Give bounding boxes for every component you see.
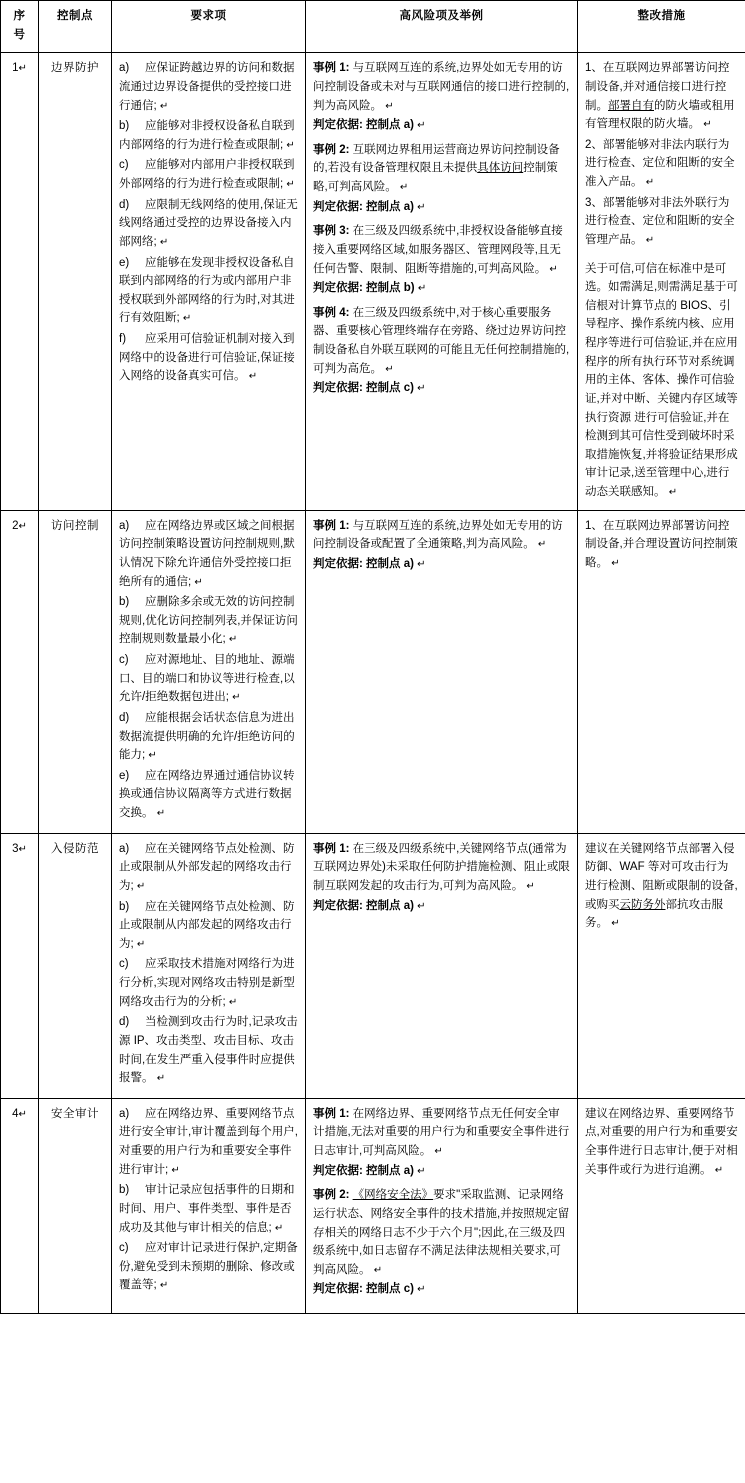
risk-basis-label: 判定依据: — [313, 119, 363, 132]
risk-basis: 判定依据: 控制点 c) ↵ — [313, 382, 426, 395]
requirement-text: 应对审计记录进行保护,定期备份,避免受到未预期的删除、修改或覆盖等; — [119, 1242, 298, 1292]
requirement-item: e) 应在网络边界通过通信协议转换或通信协议隔离等方式进行数据交换。 ↵ — [119, 767, 298, 823]
table-header-row — [1, 1, 745, 53]
requirement-text: 当检测到攻击行为时,记录攻击源 IP、攻击类型、攻击目标、攻击时间,在发生严重入侵事件时应提供报警。 — [119, 1016, 298, 1085]
cell-control-point: 入侵防范 — [39, 833, 112, 1098]
risk-case-text: 事例 1: 在三级及四级系统中,关键网络节点(通常为互联网边界处)未采取任何防护措施检测、阻止或限制互联网发起的攻击行为,可判为高风险。 ↵ — [313, 842, 570, 892]
requirement-item: c) 应能够对内部用户非授权联到外部网络的行为进行检查或限制; ↵ — [119, 156, 298, 193]
header-remediation: 整改措施 — [578, 1, 745, 53]
risk-case-label: 事例 3: — [313, 225, 350, 238]
remediation-note: 关于可信,可信在标准中是可选。如需满足,则需满足基于可信根对计算节点的 BIOS、引导程序、操作系统内核、应用程序等进行可信验证,并在应用程序的所有执行环节对系统调用的主体、客体、操作可信验证,并对中断、关键内存区域等执行资源 进行可信验证,并在检测到其可信性受到破坏时采取措施恢复,并将验证结果形成审计记录,送至管理中心,进行动态关联感知。 ↵ — [585, 262, 738, 498]
requirement-label: f) — [119, 333, 127, 345]
cell-remediation — [578, 510, 745, 833]
requirement-text: 应在网络边界或区域之间根据访问控制策略设置访问控制规则,默认情况下除允许通信外受控接口拒绝所有的通信; — [119, 519, 295, 588]
cell-requirement-list — [112, 1098, 306, 1313]
requirement-item: b) 应在关键网络节点处检测、防止或限制从内部发起的网络攻击行为; ↵ — [119, 898, 298, 954]
remediation-item: 建议在关键网络节点部署入侵防御、WAF 等对可攻击行为进行检测、阻断或限制的设备,或购买云防务外部抗攻击服务。 ↵ — [585, 842, 738, 930]
risk-basis: 判定依据: 控制点 a) ↵ — [313, 119, 426, 132]
risk-basis-label: 判定依据: — [313, 1164, 363, 1177]
requirement-text: 应在网络边界、重要网络节点进行安全审计,审计覆盖到每个用户,对重要的用户行为和重要安全事件进行审计; — [119, 1107, 298, 1176]
requirement-text: 应在关键网络节点处检测、防止或限制从外部发起的网络攻击行为; — [119, 842, 295, 892]
requirement-item: c) 应对审计记录进行保护,定期备份,避免受到未预期的删除、修改或覆盖等; ↵ — [119, 1239, 298, 1295]
requirement-text: 应能够在发现非授权设备私自联到内部网络的行为或内部用户非授权联到外部网络的行为时,对其进行有效阻断; — [119, 256, 295, 325]
requirement-label: e) — [119, 769, 130, 782]
cell-remediation — [578, 1098, 745, 1313]
risk-case-label: 事例 2: — [313, 1189, 350, 1202]
cell-serial-number: 2↵ — [1, 510, 39, 833]
requirement-label: b) — [119, 1184, 130, 1197]
risk-basis: 判定依据: 控制点 b) ↵ — [313, 282, 427, 295]
risk-case-text: 事例 1: 与互联网互连的系统,边界处如无专用的访问控制设备或配置了全通策略,判为高风险。 ↵ — [313, 519, 563, 551]
cell-serial-number: 4↵ — [1, 1098, 39, 1313]
cell-requirement-list — [112, 510, 306, 833]
requirement-label: a) — [119, 62, 130, 75]
risk-case-text: 事例 3: 在三级及四级系统中,非授权设备能够直接接入重要网络区域,如服务器区、管理网段等,且无任何告警、限制、阻断等措施的,可判高风险。 ↵ — [313, 225, 563, 275]
requirement-item: d) 应限制无线网络的使用,保证无线网络通过受控的边界设备接入内部网络; ↵ — [119, 196, 298, 252]
cell-serial-number: 3↵ — [1, 833, 39, 1098]
risk-basis: 判定依据: 控制点 c) ↵ — [313, 1283, 426, 1296]
risk-case-label: 事例 1: — [313, 62, 350, 75]
risk-case-text: 事例 1: 与互联网互连的系统,边界处如无专用的访问控制设备或未对与互联网通信的接口进行控制的,判为高风险。 ↵ — [313, 62, 570, 112]
risk-case-text: 事例 2: 互联网边界租用运营商边界访问控制设备的,若没有设备管理权限且未提供具体访问控制策略,可判高风险。 ↵ — [313, 143, 560, 193]
remediation-item: 3、部署能够对非法外联行为进行检查、定位和阻断的安全管理产品。 ↵ — [585, 196, 735, 246]
requirement-label: a) — [119, 842, 130, 855]
header-control-point: 控制点 — [39, 1, 112, 53]
table-row — [1, 510, 745, 833]
risk-basis: 判定依据: 控制点 a) ↵ — [313, 200, 426, 213]
remediation-item: 1、在互联网边界部署访问控制设备,并对通信接口进行控制。部署自有的防火墙或租用有管理权限的防火墙。 ↵ — [585, 62, 735, 131]
remediation-item: 建议在网络边界、重要网络节点,对重要的用户行为和重要安全事件进行日志审计,便于对相关事件或行为进行追溯。 ↵ — [585, 1107, 738, 1176]
requirement-item: a) 应在网络边界或区域之间根据访问控制策略设置访问控制规则,默认情况下除允许通信外受控接口拒绝所有的通信; ↵ — [119, 517, 298, 592]
cell-requirement-list — [112, 53, 306, 510]
risk-basis-value: 控制点 b) — [366, 282, 415, 295]
risk-basis-label: 判定依据: — [313, 557, 363, 570]
requirement-text: 应采取技术措施对网络行为进行分析,实现对网络攻击特别是新型网络攻击行为的分析; — [119, 958, 295, 1008]
requirement-label: e) — [119, 256, 130, 269]
requirement-text: 应保证跨越边界的访问和数据流通过边界设备提供的受控接口进行通信; — [119, 62, 295, 112]
requirement-item: a) 应在关键网络节点处检测、防止或限制从外部发起的网络攻击行为; ↵ — [119, 840, 298, 896]
requirement-item: d) 当检测到攻击行为时,记录攻击源 IP、攻击类型、攻击目标、攻击时间,在发生严重入侵事件时应提供报警。 ↵ — [119, 1013, 298, 1088]
cell-high-risk-examples — [306, 510, 578, 833]
cell-high-risk-examples — [306, 833, 578, 1098]
requirement-text: 应能够对内部用户非授权联到外部网络的行为进行检查或限制; — [119, 159, 295, 190]
requirement-item: c) 应对源地址、目的地址、源端口、目的端口和协议等进行检查,以允许/拒绝数据包进出; ↵ — [119, 651, 298, 707]
risk-case-text: 事例 2: 《网络安全法》要求"采取监测、记录网络运行状态、网络安全事件的技术措施,并按照规定留存相关的网络日志不少于六个月";因此,在三级及四级系统中,如日志留存不满足法律法规相关要求,可判高风险。 ↵ — [313, 1189, 570, 1276]
risk-example — [313, 517, 570, 574]
requirement-label: a) — [119, 519, 130, 532]
cell-remediation — [578, 53, 745, 510]
risk-basis: 判定依据: 控制点 a) ↵ — [313, 557, 426, 570]
risk-basis-value: 控制点 a) — [366, 557, 414, 570]
remediation-item: 2、部署能够对非法内联行为进行检查、定位和阻断的安全准入产品。 ↵ — [585, 138, 735, 188]
requirement-text: 应能够对非授权设备私自联到内部网络的行为进行检查或限制; — [119, 120, 295, 151]
risk-case-label: 事例 1: — [313, 842, 350, 855]
header-serial-number: 序号 — [1, 1, 39, 53]
risk-example — [313, 222, 570, 298]
requirement-label: c) — [119, 1242, 129, 1255]
remediation-item: 1、在互联网边界部署访问控制设备,并合理设置访问控制策略。 ↵ — [585, 519, 738, 569]
risk-basis-label: 判定依据: — [313, 200, 363, 213]
requirement-text: 应在网络边界通过通信协议转换或通信协议隔离等方式进行数据交换。 — [119, 769, 295, 819]
risk-case-text: 事例 1: 在网络边界、重要网络节点无任何安全审计措施,无法对重要的用户行为和重要安全事件进行日志审计,可判高风险。 ↵ — [313, 1107, 570, 1157]
risk-example — [313, 840, 570, 916]
table-row — [1, 1098, 745, 1313]
requirement-label: a) — [119, 1107, 130, 1120]
table-row — [1, 53, 745, 510]
requirement-item: b) 审计记录应包括事件的日期和时间、用户、事件类型、事件是否成功及其他与审计相关的信息; ↵ — [119, 1181, 298, 1237]
requirement-item: d) 应能根据会话状态信息为进出数据流提供明确的允许/拒绝访问的能力; ↵ — [119, 709, 298, 765]
risk-case-label: 事例 1: — [313, 519, 350, 532]
risk-basis: 判定依据: 控制点 a) ↵ — [313, 899, 426, 912]
requirement-item: c) 应采取技术措施对网络行为进行分析,实现对网络攻击特别是新型网络攻击行为的分析; ↵ — [119, 955, 298, 1011]
risk-basis-label: 判定依据: — [313, 1283, 363, 1296]
header-high-risk: 高风险项及举例 — [306, 1, 578, 53]
cell-control-point: 安全审计 — [39, 1098, 112, 1313]
requirement-label: d) — [119, 1016, 130, 1029]
risk-case-label: 事例 4: — [313, 306, 350, 319]
risk-basis-label: 判定依据: — [313, 382, 363, 395]
requirement-label: b) — [119, 900, 130, 913]
requirement-text: 应能根据会话状态信息为进出数据流提供明确的允许/拒绝访问的能力; — [119, 711, 295, 762]
risk-example — [313, 1105, 570, 1181]
requirement-item: f) 应采用可信验证机制对接入到网络中的设备进行可信验证,保证接入网络的设备真实可信。 ↵ — [119, 330, 298, 386]
risk-example — [313, 59, 570, 135]
risk-basis-value: 控制点 a) — [366, 1164, 414, 1177]
cell-high-risk-examples — [306, 1098, 578, 1313]
cell-control-point: 访问控制 — [39, 510, 112, 833]
requirement-label: d) — [119, 198, 130, 211]
requirement-text: 应对源地址、目的地址、源端口、目的端口和协议等进行检查,以允许/拒绝数据包进出; — [119, 654, 295, 704]
requirement-label: d) — [119, 711, 130, 724]
requirement-item: e) 应能够在发现非授权设备私自联到内部网络的行为或内部用户非授权联到外部网络的行为时,对其进行有效阻断; ↵ — [119, 254, 298, 329]
requirement-label: b) — [119, 120, 130, 133]
requirement-text: 应限制无线网络的使用,保证无线网络通过受控的边界设备接入内部网络; — [119, 198, 298, 248]
risk-basis-label: 判定依据: — [313, 899, 363, 912]
risk-example — [313, 141, 570, 217]
header-requirement: 要求项 — [112, 1, 306, 53]
requirement-item: b) 应删除多余或无效的访问控制规则,优化访问控制列表,并保证访问控制规则数量最小化; ↵ — [119, 593, 298, 649]
risk-basis-value: 控制点 a) — [366, 899, 414, 912]
requirement-text: 应在关键网络节点处检测、防止或限制从内部发起的网络攻击行为; — [119, 900, 295, 950]
risk-basis-value: 控制点 a) — [366, 119, 414, 132]
requirement-item: a) 应在网络边界、重要网络节点进行安全审计,审计覆盖到每个用户,对重要的用户行为和重要安全事件进行审计; ↵ — [119, 1105, 298, 1180]
requirement-label: c) — [119, 958, 129, 971]
cell-requirement-list — [112, 833, 306, 1098]
risk-basis-value: 控制点 a) — [366, 200, 414, 213]
cell-high-risk-examples — [306, 53, 578, 510]
table-row — [1, 833, 745, 1098]
requirement-text: 应删除多余或无效的访问控制规则,优化访问控制列表,并保证访问控制规则数量最小化; — [119, 596, 298, 646]
risk-basis: 判定依据: 控制点 a) ↵ — [313, 1164, 426, 1177]
requirement-text: 应采用可信验证机制对接入到网络中的设备进行可信验证,保证接入网络的设备真实可信。 — [119, 333, 295, 383]
risk-case-label: 事例 2: — [313, 143, 350, 156]
cell-control-point: 边界防护 — [39, 53, 112, 510]
risk-case-label: 事例 1: — [313, 1107, 350, 1120]
risk-basis-label: 判定依据: — [313, 282, 363, 295]
requirement-label: c) — [119, 654, 129, 666]
requirement-item: a) 应保证跨越边界的访问和数据流通过边界设备提供的受控接口进行通信; ↵ — [119, 59, 298, 115]
risk-basis-value: 控制点 c) — [366, 382, 414, 395]
cell-remediation — [578, 833, 745, 1098]
cell-serial-number: 1↵ — [1, 53, 39, 510]
risk-basis-value: 控制点 c) — [366, 1283, 414, 1296]
risk-case-text: 事例 4: 在三级及四级系统中,对于核心重要服务器、重要核心管理终端存在旁路、绕过边界访问控制设备私自外联互联网的可能且无任何控制措施的,可判为高危。 ↵ — [313, 306, 570, 375]
risk-example — [313, 1186, 570, 1299]
table-body — [1, 53, 745, 1314]
requirement-label: b) — [119, 596, 130, 609]
requirement-item: b) 应能够对非授权设备私自联到内部网络的行为进行检查或限制; ↵ — [119, 117, 298, 154]
requirement-text: 审计记录应包括事件的日期和时间、用户、事件类型、事件是否成功及其他与审计相关的信息; — [119, 1184, 295, 1234]
risk-example — [313, 304, 570, 398]
requirement-label: c) — [119, 159, 129, 172]
